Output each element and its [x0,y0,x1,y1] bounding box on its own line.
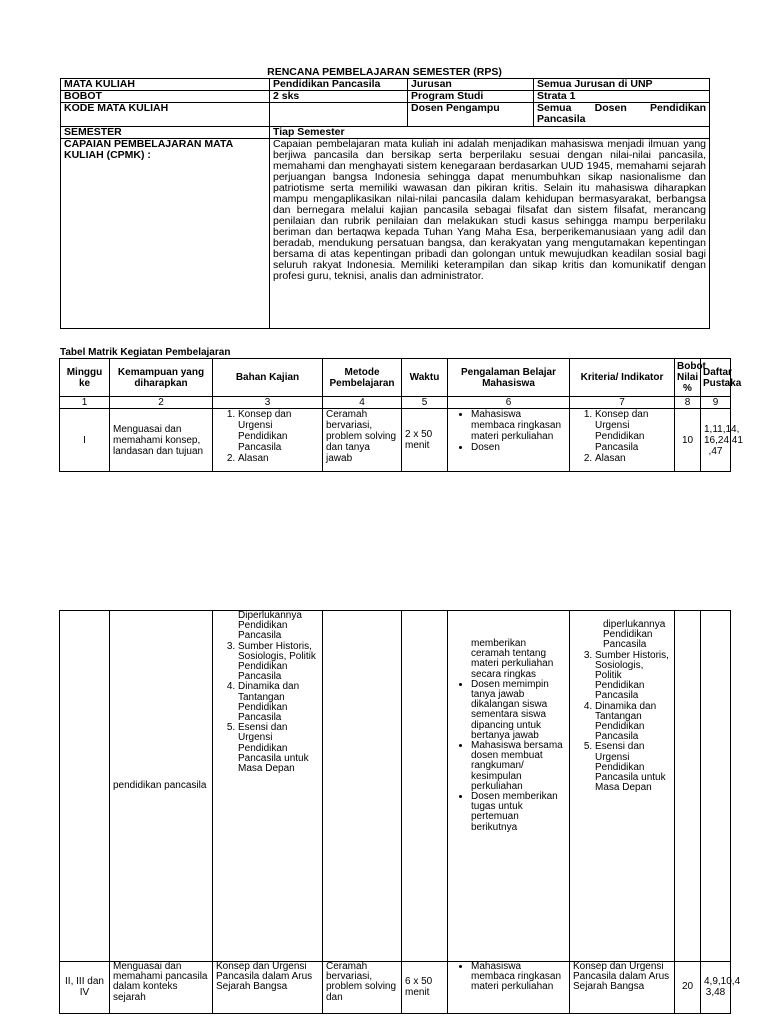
minggu-cell [60,611,110,962]
mata-kuliah-label: MATA KULIAH [61,79,270,91]
bahan-lead: Diperlukannya Pendidikan Pancasila [238,610,302,642]
matrix-table-continued [59,610,741,1014]
table-row [60,611,731,962]
waktu-cell [402,611,448,962]
col-number: 8 [675,397,701,409]
matrix-table [59,358,743,472]
bobot-cell [675,611,701,962]
header-metode: Metode Pembelajaran [323,359,402,397]
minggu-cell: II, III dan IV [60,962,110,1014]
jurusan-label: Jurusan [408,79,534,91]
pustaka-cell: 4,9,10,4 3,48 [701,962,731,1014]
prodi-label: Program Studi [408,91,534,103]
pengalaman-cell [448,962,570,1014]
waktu-cell: 6 x 50 menit [402,962,448,1014]
pengalaman-cell [448,409,570,472]
bobot-cell: 10 [675,409,701,472]
pengalaman-lead: memberikan ceramah tentang materi perkuliahan secara ringkas [471,638,554,680]
kriteria-cell [570,611,675,962]
cpmk-text: Capaian pembelajaran mata kuliah ini adalah menjadikan mahasiswa menjadi ilmuan yang berjiwa pancasila dan bersikap serta berperilaku sesuai dengan nilai-nilai pancasila, memahami dan menghayati sistem kenegaraan berdasarkan UUD 1945, memahami sejarah perjuangan bangsa Indonesia sehingga dapat menumbuhkan sikap nasionalisme dan patriotisme serta memiliki wawasan dan pikiran kritis. Selain itu mahasiswa diharapkan mampu mengaplikasikan nilai-nilai pancasila dalam kehidupan bermasyarakat, berbangsa dan bernegara melalui kajian pancasila sebagai filsafat dan sistem filsafat, merancang penilaian dan rubrik penilaian dan melakukan studi kasus sehingga mampu berperilaku beriman dan bertaqwa kepada Tuhan Yang Maha Esa, berperikemanusiaan yang adil dan beradab, mendukung persatuan bangsa, dan kerakyatan yang mengutamakan kepentingan bersama di atas kepentingan pribadi dan golongan untuk mewujudkan keadilan sosial bagi seluruh rakyat Indonesia. Memiliki keterampilan dan sikap kritis dan komunikatif dengan profesi guru, teknisi, analis dan administrator. [270,139,710,329]
semester-label: SEMESTER [61,127,270,139]
metode-cell [323,611,402,962]
bobot-cell: 20 [675,962,701,1014]
kriteria-lead: diperlukannya Pendidikan Pancasila [603,619,666,651]
kode-value [270,103,408,127]
list-item: 1. Konsep dan Urgensi Pendidikan Pancasila [595,409,671,453]
list-item: • Mahasiswa membaca ringkasan materi perkuliahan [471,962,566,993]
dosen-value: Semua Dosen Pendidikan Pancasila [534,103,710,127]
col-number: 7 [570,397,675,409]
header-kriteria: Kriteria/ Indikator [570,359,675,397]
list-item: • Dosen memberikan tugas untuk pertemuan berikutnya [471,792,566,833]
col-number: 1 [60,397,110,409]
col-number: 6 [448,397,570,409]
list-item: 3. Sumber Historis, Sosiologis, Politik Pendidikan Pancasila [595,651,671,702]
col-number: 9 [701,397,731,409]
list-item: 3. Sumber Historis, Sosiologis, Politik Pendidikan Pancasila [238,642,319,683]
metode-cell: Ceramah bervariasi, problem solving dan [323,962,402,1014]
bobot-value: 2 sks [270,91,408,103]
mata-kuliah-value: Pendidikan Pancasila [270,79,408,91]
table-row [60,409,731,472]
header-minggu: Minggu ke [60,359,110,397]
list-item: • Mahasiswa bersama dosen membuat rangkuman/ kesimpulan perkuliahan [471,741,566,792]
col-number: 3 [213,397,323,409]
header-bobot: Bobot Nilai % [675,359,701,397]
list-item: • Mahasiswa membaca ringkasan materi perkuliahan [471,409,566,442]
kemampuan-cell: Menguasai dan memahami pancasila dalam konteks sejarah [110,962,213,1014]
bahan-cell [213,409,323,472]
bobot-label: BOBOT [61,91,270,103]
list-item: 2. Alasan [238,453,319,464]
jurusan-value: Semua Jurusan di UNP [534,79,710,91]
col-number: 2 [110,397,213,409]
pengalaman-cell [448,611,570,962]
waktu-cell: 2 x 50 menit [402,409,448,472]
list-item: 2. Alasan [595,453,671,464]
document-title: RENCANA PEMBELAJARAN SEMESTER (RPS) [267,66,502,78]
table-row [60,962,731,1014]
list-item: 1. Konsep dan Urgensi Pendidikan Pancasila [238,409,319,453]
header-pustaka: Daftar Pustaka [701,359,731,397]
metode-cell: Ceramah bervariasi, problem solving dan tanya jawab [323,409,402,472]
minggu-cell: I [60,409,110,472]
header-kemampuan: Kemampuan yang diharapkan [110,359,213,397]
bahan-cell: Konsep dan Urgensi Pancasila dalam Arus Sejarah Bangsa [213,962,323,1014]
bahan-cell [213,611,323,962]
cpmk-label: CAPAIAN PEMBELAJARAN MATA KULIAH (CPMK) : [61,139,270,329]
kriteria-cell: Konsep dan Urgensi Pancasila dalam Arus Sejarah Bangsa [570,962,675,1014]
matrix-title: Tabel Matrik Kegiatan Pembelajaran [60,347,231,358]
header-bahan: Bahan Kajian [213,359,323,397]
kriteria-cell [570,409,675,472]
kemampuan-cell: Menguasai dan memahami konsep, landasan dan tujuan [110,409,213,472]
prodi-value: Strata 1 [534,91,710,103]
list-item: • Dosen [471,442,566,453]
header-pengalaman: Pengalaman Belajar Mahasiswa [448,359,570,397]
list-item: 5. Esensi dan Urgensi Pendidikan Pancasila untuk Masa Depan [238,723,319,774]
header-waktu: Waktu [402,359,448,397]
list-item: 4. Dinamika dan Tantangan Pendidikan Pancasila [238,682,319,723]
kemampuan-cell: pendidikan pancasila [110,611,213,962]
list-item: • Dosen memimpin tanya jawab dikalangan siswa sementara siswa dipancing untuk bertanya jawab [471,680,566,741]
dosen-label: Dosen Pengampu [408,103,534,127]
list-item: 4. Dinamika dan Tantangan Pendidikan Pancasila [595,702,671,743]
course-info-table [60,78,710,329]
col-number: 4 [323,397,402,409]
col-number: 5 [402,397,448,409]
semester-value: Tiap Semester [270,127,710,139]
kode-label: KODE MATA KULIAH [61,103,270,127]
pustaka-cell: 1,11,14, 16,24,41 ,47 [701,409,731,472]
pustaka-cell [701,611,731,962]
list-item: 5. Esensi dan Urgensi Pendidikan Pancasila untuk Masa Depan [595,742,671,793]
